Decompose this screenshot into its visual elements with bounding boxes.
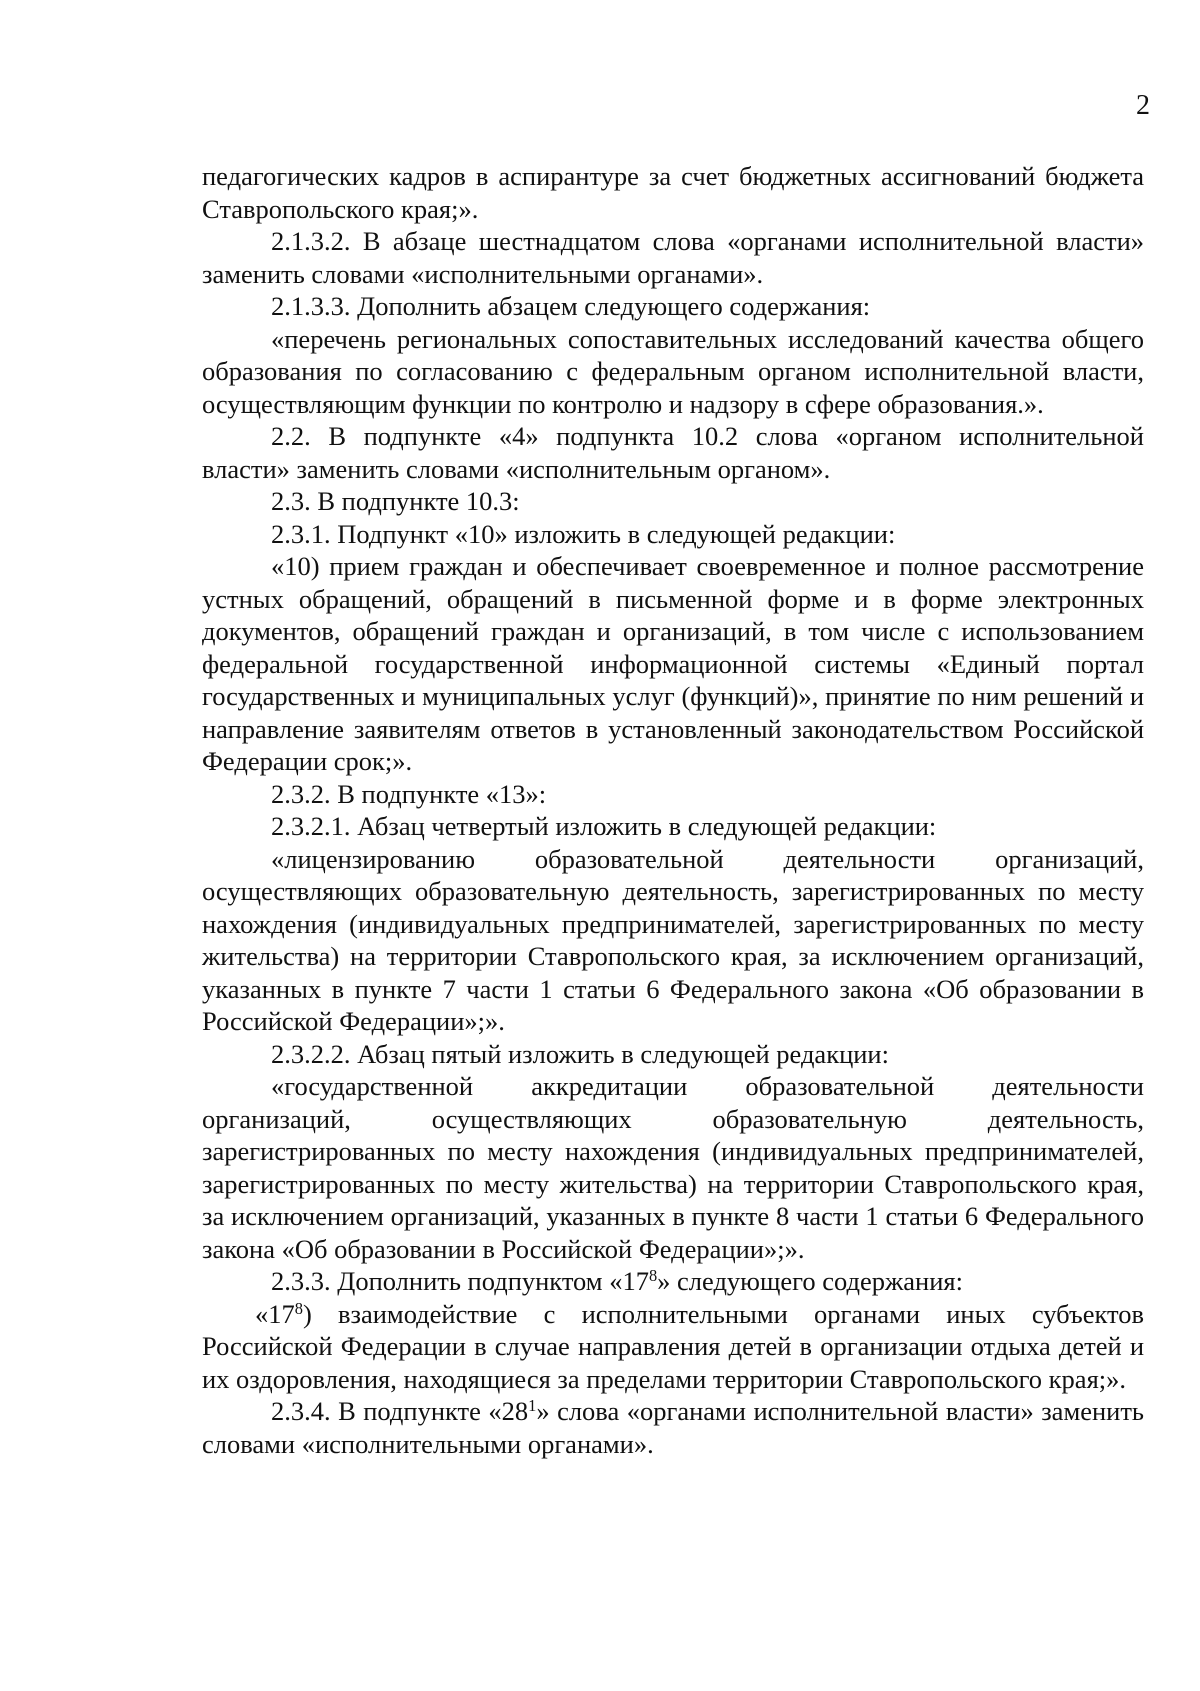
superscript: 8: [648, 1265, 658, 1285]
paragraph: «10) прием граждан и обеспечивает своевременное и полное рассмотрение устных обращений, обращений в письменной форме и в форме электронных документов, обращений граждан и организаций, в том числе с использованием федеральной государственной информационной системы «Единый портал государственных и муниципальных услуг (функций)», принятие по ним решений и направление заявителям ответов в установленный законодательством Российской Федерации срок;».: [202, 551, 1144, 776]
superscript: 1: [528, 1395, 537, 1415]
paragraph: «лицензированию образовательной деятельности организаций, осуществляющих образовательную деятельность, зарегистрированных по месту нахождения (индивидуальных предпринимателей, зарегистрированных по месту жительства) на территории Ставропольского края, за исключением организаций, указанных в пункте 7 части 1 статьи 6 Федерального закона «Об образовании в Российской Федерации»;».: [202, 843, 1144, 1036]
paragraph: 2.3.2. В подпункте «13»:: [271, 778, 547, 809]
superscript: 8: [294, 1298, 303, 1318]
paragraph: 2.3.1. Подпункт «10» изложить в следующей редакции:: [271, 518, 896, 549]
paragraph: 2.3.2.2. Абзац пятый изложить в следующей редакции:: [271, 1038, 889, 1069]
paragraph: педагогических кадров в аспирантуре за счет бюджетных ассигнований бюджета Ставропольского края;».: [202, 161, 1144, 224]
paragraph: 2.1.3.3. Дополнить абзацем следующего содержания:: [271, 291, 871, 321]
paragraph: [202, 1265, 1144, 1298]
paragraph-text: 2.3.3. Дополнить подпунктом «17: [271, 1266, 649, 1296]
paragraph: 2.3. В подпункте 10.3:: [271, 486, 520, 516]
page-number: 2: [1136, 90, 1150, 121]
paragraph: 2.2. В подпункте «4» подпункта 10.2 слова «органом исполнительной власти» заменить словами «исполнительным органом».: [202, 421, 1144, 484]
paragraph: «перечень региональных сопоставительных исследований качества общего образования по согласованию с федеральным органом исполнительной власти, осуществляющим функции по контролю и надзору в сфере образования.».: [202, 323, 1144, 419]
paragraph: [202, 1395, 1144, 1460]
paragraph-text: 2.3.4. В подпункте «28: [271, 1396, 529, 1426]
paragraph: 2.1.3.2. В абзаце шестнадцатом слова «органами исполнительной власти» заменить словами «исполнительными органами».: [202, 226, 1144, 289]
paragraph-text: ) взаимодействие с исполнительными органами иных субъектов Российской Федерации в случае направления детей в организации отдыха детей и их оздоровления, находящиеся за пределами территории Ставропольского края;».: [202, 1298, 1144, 1394]
document-body: [202, 160, 1144, 1460]
paragraph-text: «17: [255, 1298, 295, 1329]
paragraph: 2.3.2.1. Абзац четвертый изложить в следующей редакции:: [271, 811, 937, 841]
paragraph: «государственной аккредитации образовательной деятельности организаций, осуществляющих образовательную деятельность, зарегистрированных по месту нахождения (индивидуальных предпринимателей, зарегистрированных по месту жительства) на территории Ставропольского края, за исключением организаций, указанных в пункте 8 части 1 статьи 6 Федерального закона «Об образовании в Российской Федерации»;».: [202, 1071, 1144, 1264]
paragraph: [202, 1298, 1144, 1396]
paragraph-text: » слова «органами исполнительной власти» заменить словами «исполнительными органами».: [202, 1396, 1145, 1459]
paragraph-text: » следующего содержания:: [657, 1266, 963, 1296]
